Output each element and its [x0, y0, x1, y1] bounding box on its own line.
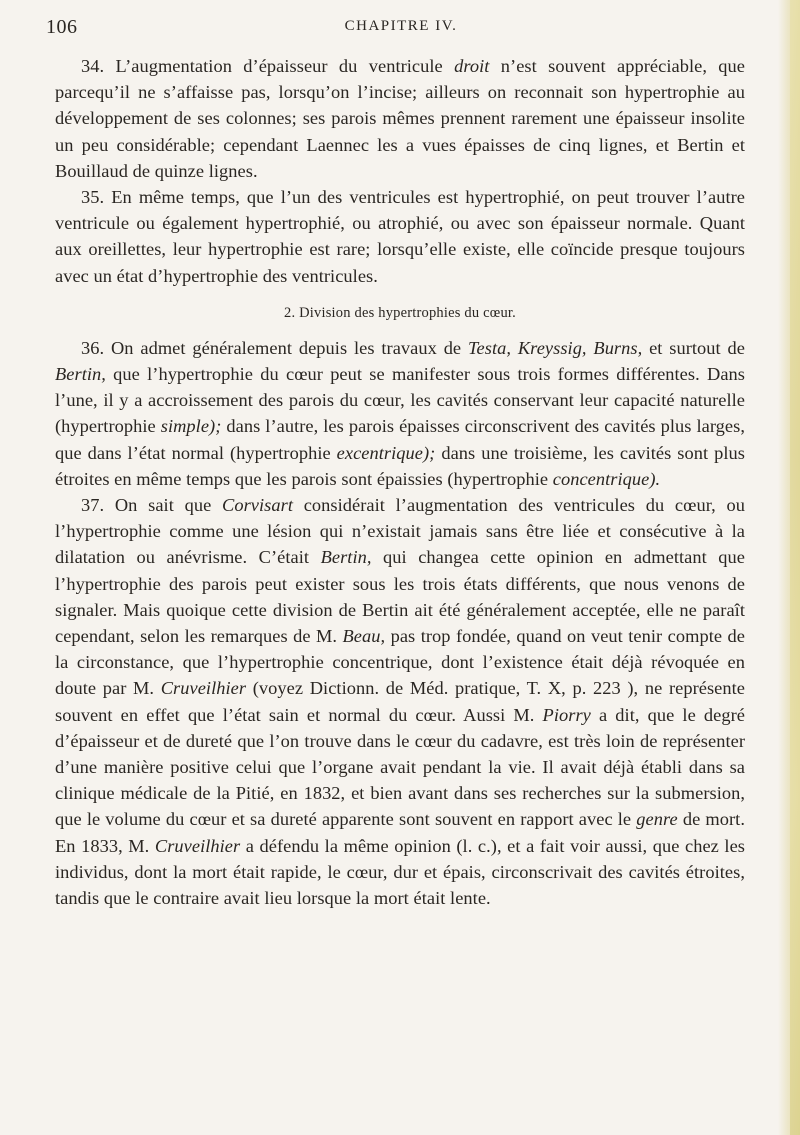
italic-run: Beau, — [342, 626, 386, 647]
text-run: considérait l’augmentation des ventricules du cœur, ou l’hypertrophie comme une lésion qui n’existait jamais sans être liée et consécutive à la dilatation ou anévrisme. C’était — [55, 495, 745, 568]
text-run: de mort. En 1833, M. — [55, 809, 745, 856]
italic-run: concentrique). — [552, 468, 661, 489]
text-run: 35. En même temps, que l’un des ventricules est hypertrophié, on peut trouver l’autre ventricule ou également hypertrophié, ou atrophié, ou avec son épaisseur normale. Quant aux oreillettes, leur hypertrophie est rare; lorsqu’elle existe, elle coïncide presque toujours avec un état d’hypertrophie des ventricules. — [55, 187, 745, 286]
italic-run: genre — [636, 809, 678, 830]
italic-run: droit — [454, 56, 490, 76]
paragraph-37 — [55, 492, 745, 911]
italic-run: excentrique); — [336, 442, 436, 463]
paragraph-34 — [55, 53, 745, 184]
text-run: dans l’autre, les parois épaisses circonscrivent des cavités plus larges, que dans l’état normal (hypertrophie — [55, 416, 745, 463]
italic-run: Piorry — [542, 704, 591, 725]
paragraph-36 — [55, 335, 745, 492]
page-edge-stain — [790, 0, 800, 1135]
page-header — [46, 16, 756, 46]
italic-run: Corvisart — [222, 495, 293, 516]
text-run: 34. L’augmentation d’épaisseur du ventricule — [81, 56, 455, 76]
text-run: (voyez Dictionn. de Méd. pratique, T. X, p. 223 ), ne représente souvent en effet que l’état sain et normal du cœur. Aussi M. — [55, 678, 745, 725]
italic-run: Cruveilhier — [160, 678, 247, 699]
text-block — [55, 53, 745, 911]
italic-run: Bertin, — [55, 364, 106, 385]
text-run: et surtout de — [642, 337, 745, 358]
page-number: 106 — [46, 16, 78, 38]
text-run: qui changea cette opinion en admettant que l’hypertrophie des parois peut exister sous les trois états différents, que nous venons de signaler. Mais quoique cette division de Bertin ait été généralement acceptée, elle ne paraît cependant, selon les remarques de M. — [55, 547, 745, 647]
italic-run: simple); — [160, 416, 222, 437]
paragraph-35 — [55, 184, 745, 289]
text-run: a dit, que le degré d’épaisseur et de dureté que l’on trouve dans le cœur du cadavre, est très loin de représenter d’une manière positive celui que l’organe avait pendant la vie. Il avait déjà établi dans sa clinique médicale de la Pitié, en 1832, et bien avant dans ses recherches sur la submersion, que le volume du cœur et sa dureté apparente sont souvent en rapport avec le — [55, 704, 745, 830]
text-run: n’est souvent appréciable, que parcequ’il ne s’affaisse pas, lorsqu’on l’incise; ailleurs on reconnait son hypertrophie au développement de ses colonnes; ses parois mêmes prennent rarement une épaisseur insolite un peu considérable; cependant Laennec les a vues épaisses de cinq lignes, et Bertin et Bouillaud de quinze lignes. — [55, 56, 746, 181]
italic-run: Testa, Kreyssig, Burns, — [467, 337, 643, 358]
italic-run: Cruveilhier — [154, 835, 241, 856]
running-head: CHAPITRE IV. — [344, 18, 458, 34]
text-run: 37. On sait que — [81, 495, 223, 516]
italic-run: Bertin, — [320, 547, 372, 568]
text-run: 36. On admet généralement depuis les travaux de — [81, 337, 468, 358]
text-run: a défendu la même opinion (l. c.), et a fait voir aussi, que chez les individus, dont la mort était rapide, le cœur, dur et épais, circonscrivait des cavités étroites, tandis que le contraire avait lieu lorsque la mort était lente. — [55, 835, 745, 909]
text-run: que l’hypertrophie du cœur peut se manifester sous trois formes différentes. Dans l’une, il y a accroissement des parois du cœur, les cavités conservant leur capacité naturelle (hypertrophie — [55, 364, 745, 437]
text-run: pas trop fondée, quand on veut tenir compte de la circonstance, que l’hypertrophie concentrique, dont l’existence était déjà révoquée en doute par M. — [55, 626, 745, 699]
section-title: 2. Division des hypertrophies du cœur. — [284, 304, 516, 321]
text-run: dans une troisième, les cavités sont plus étroites en même temps que les parois sont épaissies (hypertrophie — [55, 442, 745, 489]
